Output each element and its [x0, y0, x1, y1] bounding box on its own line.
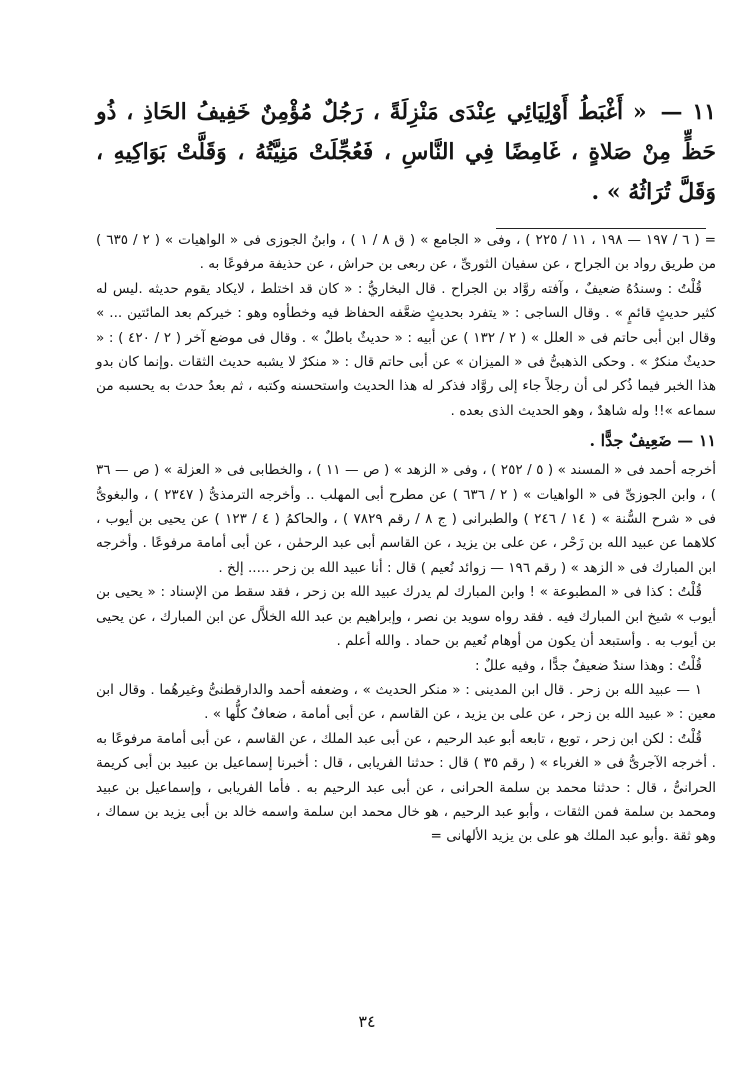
footnotes-body: [96, 228, 716, 849]
commentary-paragraph-1: أخرجه أحمد فى « المسند » ( ٥ / ٢٥٢ ) ، وفى « الزهد » ( ص — ١١ ) ، والخطابى فى « العزلة » ( ص — ٣٦ ) ، وابن الجوزىِّ فى « الواهيات » ( ٢ / ٦٣٦ ) عن مطرح أبى المهلب .. وأخرجه الترمذىُّ ( ٢٣٤٧ ) ، والبغوىُّ فى « شرح السُّنة » ( ١٤ / ٢٤٦ ) والطبرانى ( ج ٨ / رقم ٧٨٢٩ ) ، والحاكمُ ( ٤ / ١٢٣ ) عن يحيى بن أيوب ، كلاهما عن عبيد الله بن زَحْر ، عن على بن يزيد ، عن القاسم أبى عبد الرحمٰن ، عن أبى أمامة مرفوعًا . وأخرجه ابن المبارك فى « الزهد » ( رقم ١٩٦ — زوائد نُعيم ) قال : أنا عبيد الله بن زحر ..... إلخ .: [96, 462, 716, 576]
grading-heading: ١١ — ضَعِيفٌ جدًّا .: [589, 431, 716, 451]
page-number: ٣٤: [358, 1012, 376, 1031]
hadith-text-block: [96, 92, 716, 212]
hadith-matn: « أَغْبَطُ أَوْلِيَائِي عِنْدَى مَنْزِلَةً ، رَجُلٌ مُؤْمِنٌ خَفِيفُ الحَاذِ ، ذُو حَظٍّ مِنْ صَلاةٍ ، غَامِضًا فِي النَّاسِ ، فَعُجِّلَتْ مَنِيَّتُهُ ، وَقَلَّتْ بَوَاكِيهِ ، وَقَلَّ تُرَاثُهُ » .: [96, 99, 716, 205]
commentary-paragraph-5: قُلْتُ : لكن ابن زحر ، توبع ، تابعه أبو عبد الرحيم ، عن أبى عبد الملك ، عن القاسم ، عن أبى أمامة مرفوعًا به . أخرجه الآجرىُّ فى « الغرباء » ( رقم ٣٥ ) قال : حدثنا الفريابى ، قال : أخبرنا إسماعيل بن عبيد بن أبى كريمة الحرانىُّ ، قال : حدثنا محمد بن سلمة الحرانى ، عن أبى عبد الرحيم به . فأما الفريابى ، وإسماعيل بن عبيد ومحمد بن سلمة فمن الثقات ، وأبو عبد الرحيم ، هو خال محمد ابن سلمة واسمه خالد بن أبى يزيد بن سماك ، وهو ثقة .وأبو عبد الملك هو على بن يزيد الألهانى =: [96, 730, 716, 845]
footnote-paragraph-2: قُلْتُ : وسندُهُ ضعيفٌ ، وآفته روَّاد بن الجراح . قال البخاريُّ : « كان قد اختلط ، لايكاد يقوم حديثه .ليس له كثير حديثٍ قائمٍ » . وقال الساجى : « يتفرد بحديثٍ ضعَّفه الحفاظ فيه وخطأوه وهو : خيركم بعد المائتين ... » وقال ابن أبى حاتم فى « العلل » ( ٢ / ١٣٢ ) عن أبيه : « حديثٌ باطلٌ » . وقال فى موضع آخر ( ٢ / ٤٢٠ ) : « حديثٌ منكرٌ » . وحكى الذهبىُّ فى « الميزان » عن أبى حاتم قال : « منكرٌ لا يشبه حديث الثقات .وإنما كان بدو هذا الخبر فيما ذُكر لى أن رجلاً جاء إلى روَّاد فذكر له هذا الحديث واستحسنه وكتبه ، ثم بعدُ حدث به يحسبه من سماعه »!! وله شاهدٌ ، وهو الحديث الذى بعده .: [96, 280, 717, 419]
commentary-paragraph-3: قُلْتُ : وهذا سندٌ ضعيفٌ جدًّا ، وفيه عللٌ :: [474, 657, 702, 674]
hadith-number: ١١ —: [660, 99, 716, 125]
commentary-paragraph-2: قُلْتُ : كذا فى « المطبوعة » ! وابن المبارك لم يدرك عبيد الله بن زحر ، فقد سقط من الإسناد : « يحيى بن أيوب » شيخ ابن المبارك فيه . فقد رواه سويد بن نصر ، وإبراهيم بن عبد الله الخلاَّل عن ابن المبارك ، عن يحيى بن أيوب به . وأستبعد أن يكون من أوهام نُعيم بن حماد . والله أعلم .: [96, 584, 716, 650]
footnote-paragraph-1: = ( ٦ / ١٩٧ — ١٩٨ ، ١١ / ٢٢٥ ) ، وفى « الجامع » ( ق ٨ / ١ ) ، وابنُ الجوزى فى « الواهيات » ( ٢ / ٦٣٥ ) من طريق رواد بن الجراح ، عن سفيان الثورىِّ ، عن ربعى بن حراش ، عن حذيفة مرفوعًا به .: [96, 232, 716, 273]
commentary-paragraph-4: ١ — عبيد الله بن زحر . قال ابن المدينى : « منكر الحديث » ، وضعفه أحمد والدارقطنىُّ وغيرهُما . وقال ابن معين : « عبيد الله بن زحر ، عن على بن يزيد ، عن القاسم ، عن أبى أمامة ، ضعافٌ كلُّها » .: [96, 681, 716, 723]
